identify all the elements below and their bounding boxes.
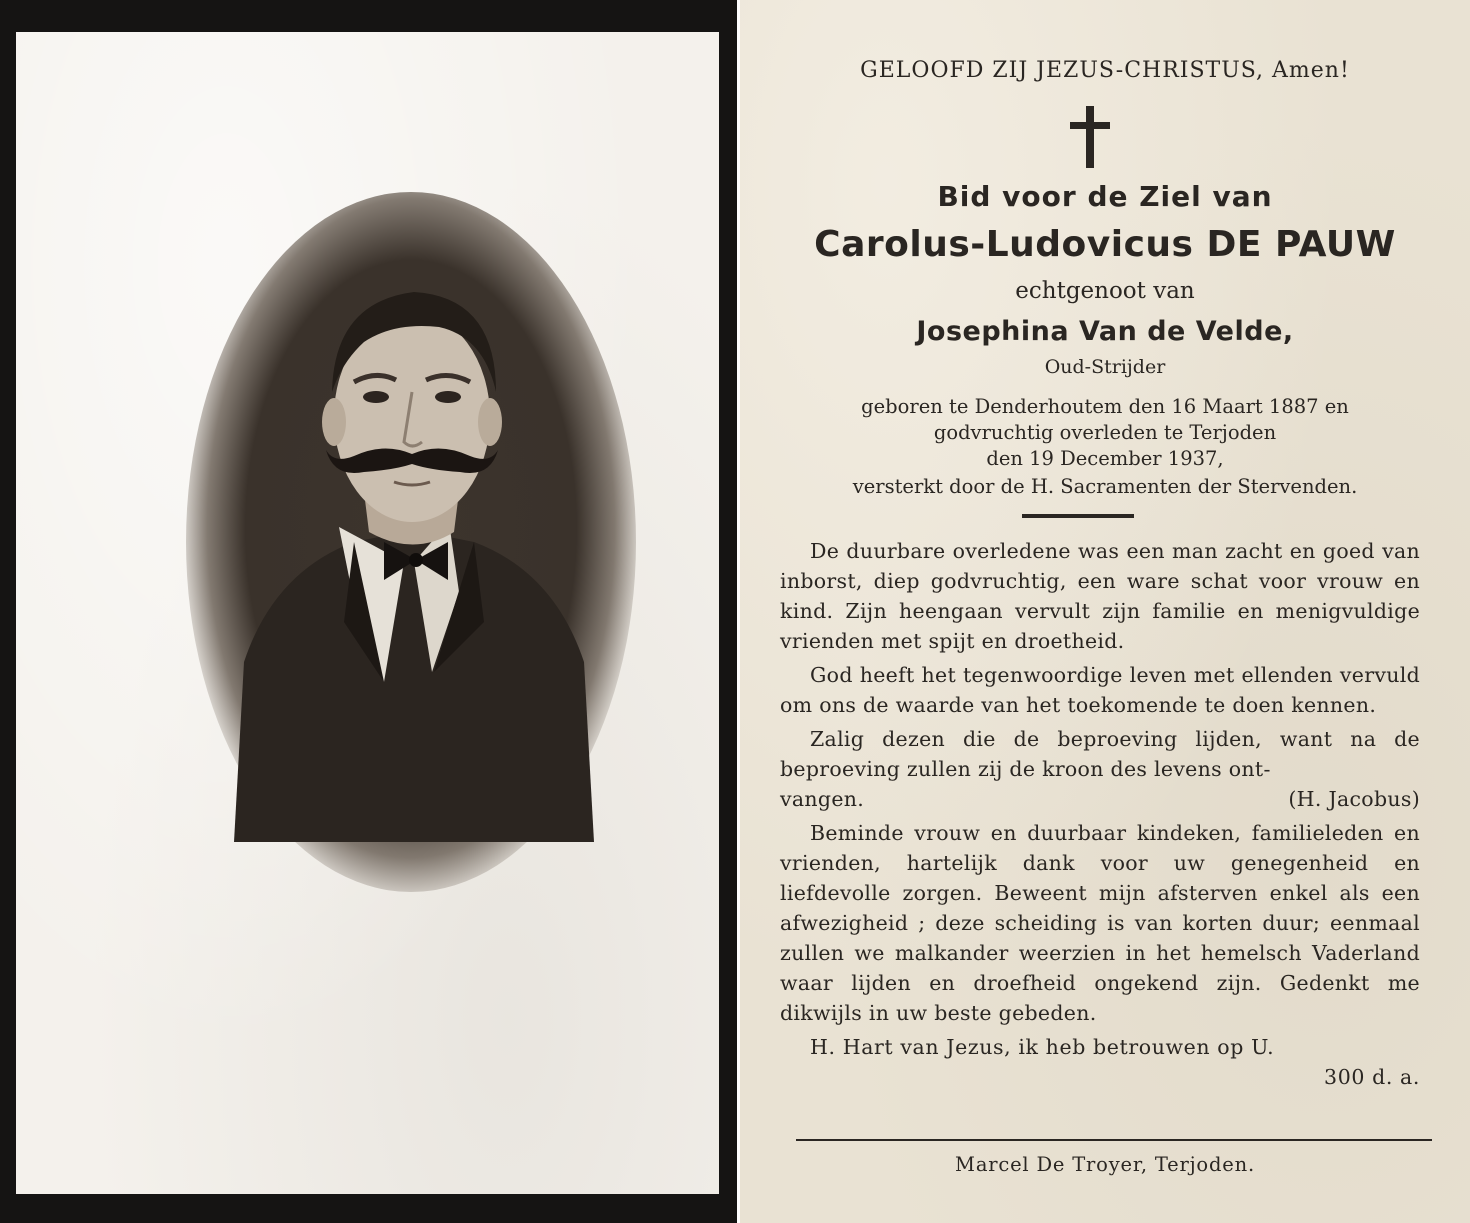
beatitude-end-text: vangen. bbox=[780, 787, 865, 811]
deceased-name: Carolus-Ludovicus DE PAUW bbox=[814, 224, 1396, 265]
paragraph-farewell: Beminde vrouw en duurbaar kindeken, familieleden en vrienden, hartelijk dank voor uw genegenheid en liefdevolle zorgen. Beweent mijn afsterven enkel als een afwezigheid ; deze scheiding is van korten duur; eenmaal zullen we malkander weerzien in het hemelsch Vaderland waar lijden en droefheid ongekend zijn. Gedenkt me dikwijls in uw beste gebeden. bbox=[780, 821, 1420, 1025]
birth-line: geboren te Denderhoutem den 16 Maart 1887 en bbox=[861, 395, 1349, 418]
footer-divider bbox=[796, 1139, 1432, 1141]
section-divider bbox=[1022, 514, 1134, 518]
text-card bbox=[740, 0, 1470, 1223]
paragraph-beatitude: Zalig dezen die de beproeving lijden, want na de beproeving zullen zij de kroon des levens ont- bbox=[780, 727, 1420, 781]
printer-credit: Marcel De Troyer, Terjoden. bbox=[955, 1153, 1255, 1176]
portrait-photo bbox=[234, 242, 594, 842]
paragraph-life: God heeft het tegenwoordige leven met ellenden vervuld om ons de waarde van het toekomende te doen kennen. bbox=[780, 663, 1420, 717]
paragraph-character: De duurbare overledene was een man zacht en goed van inborst, diep godvruchtig, een ware schat voor vrouw en kind. Zijn heengaan vervult zijn familie en menigvuldige vrienden met spijt en droetheid. bbox=[780, 539, 1420, 653]
cross-icon bbox=[1070, 106, 1110, 168]
portrait-card-inner bbox=[16, 32, 719, 1194]
closing-prayer: H. Hart van Jezus, ik heb betrouwen op U. bbox=[810, 1035, 1275, 1059]
scripture-reference: (H. Jacobus) bbox=[1288, 787, 1420, 811]
indulgence-note: 300 d. a. bbox=[1324, 1065, 1420, 1089]
paragraph-beatitude-end bbox=[780, 784, 1420, 814]
death-date: den 19 December 1937, bbox=[986, 447, 1224, 470]
death-line: godvruchtig overleden te Terjoden bbox=[933, 421, 1277, 444]
prayer-line: Bid voor de Ziel van bbox=[937, 180, 1273, 213]
sacraments-line: versterkt door de H. Sacramenten der Stervenden. bbox=[852, 475, 1358, 498]
header-invocation: GELOOFD ZIJ JEZUS-CHRISTUS, Amen! bbox=[860, 58, 1350, 83]
veteran-title: Oud-Strijder bbox=[1044, 356, 1166, 378]
spouse-name: Josephina Van de Velde, bbox=[916, 316, 1294, 347]
memorial-text bbox=[780, 536, 1420, 1092]
spouse-label: echtgenoot van bbox=[1015, 278, 1195, 304]
